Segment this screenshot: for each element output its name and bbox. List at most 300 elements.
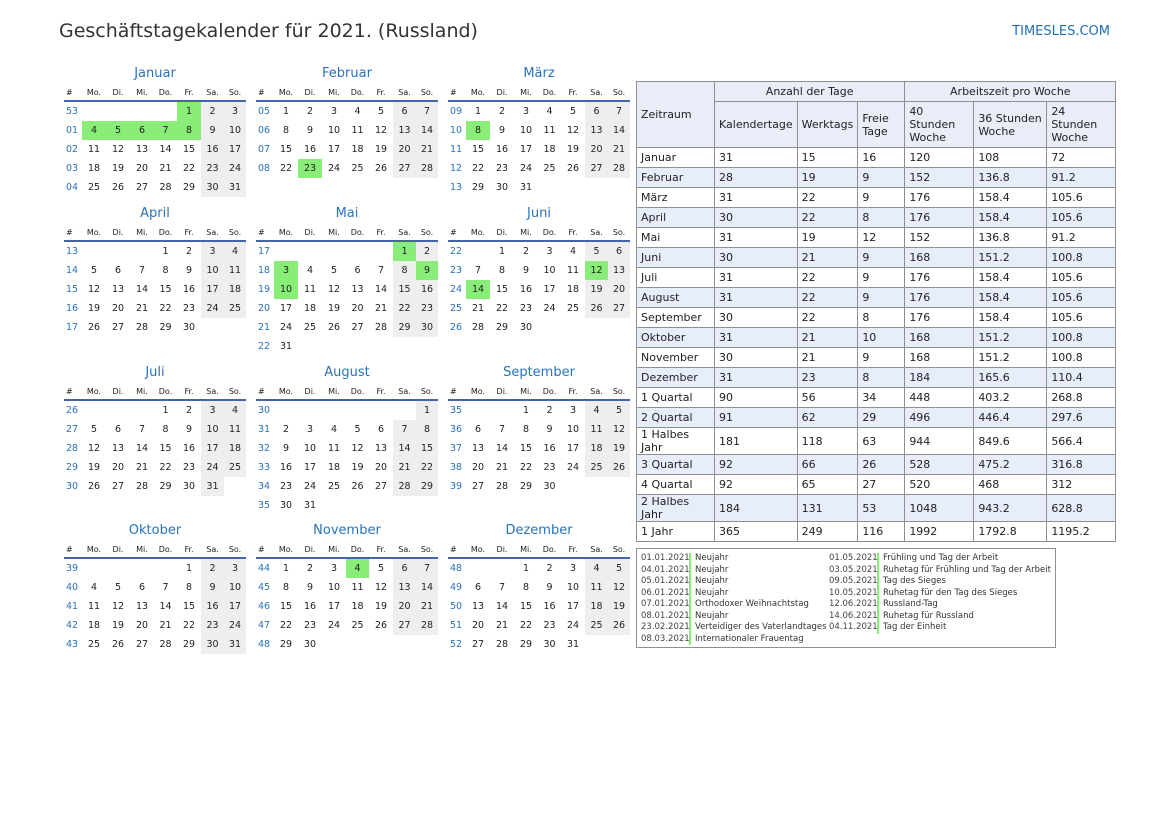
day-cell: 21 [495, 620, 509, 631]
value-cell: 28 [715, 168, 798, 188]
day-cell: 1 [162, 246, 169, 257]
value-cell: 27 [858, 475, 905, 495]
week-number: 32 [258, 443, 271, 454]
day-cell: 30 [182, 481, 196, 492]
weekday-label: Di. [112, 88, 124, 97]
weekday-label: Do. [542, 545, 557, 554]
value-cell: 21 [797, 248, 858, 268]
day-cell: 20 [111, 462, 125, 473]
empty-day-cell [490, 401, 514, 420]
day-cell: 19 [585, 280, 608, 299]
day-cell: 22 [416, 458, 438, 477]
weekday-label: Do. [350, 387, 365, 396]
holiday-name: Ruhetag für Frühling und Tag der Arbeit [883, 564, 1051, 575]
week-row [256, 578, 438, 597]
day-cell: 14 [608, 121, 630, 140]
value-cell: 249 [797, 522, 858, 542]
day-cell: 22 [393, 299, 416, 318]
day-cell: 24 [224, 616, 246, 635]
day-cell: 13 [135, 601, 149, 612]
day-cell: 28 [416, 616, 438, 635]
day-cell: 17 [224, 140, 246, 159]
day-cell: 7 [474, 265, 482, 276]
period-cell: Januar [637, 148, 715, 168]
day-cell: 21 [416, 597, 438, 616]
day-cell: 20 [393, 140, 416, 159]
day-cell: 27 [608, 299, 630, 318]
week-row [256, 318, 438, 337]
day-cell: 25 [351, 620, 364, 631]
day-cell: 21 [393, 458, 416, 477]
day-cell: 9 [185, 424, 193, 435]
day-cell: 29 [393, 318, 416, 337]
day-cell: 3 [569, 405, 577, 416]
day-cell: 20 [393, 597, 416, 616]
day-cell: 23 [543, 462, 556, 473]
weekday-label: # [258, 88, 265, 97]
month-grid [64, 86, 246, 197]
empty-day-cell [369, 242, 393, 261]
day-cell: 7 [138, 424, 146, 435]
day-cell: 8 [162, 424, 169, 435]
week-row [64, 261, 246, 280]
weekday-label: Sa. [398, 88, 411, 97]
empty-day-cell [561, 178, 585, 197]
value-cell: 72 [1047, 148, 1116, 168]
week-number: 30 [66, 481, 79, 492]
day-cell: 6 [608, 242, 630, 261]
week-number: 36 [450, 424, 463, 435]
day-cell: 17 [327, 601, 341, 612]
day-cell: 15 [393, 280, 416, 299]
empty-day-cell [369, 401, 393, 420]
summary-row [637, 208, 1116, 228]
day-cell: 28 [393, 477, 416, 496]
day-cell: 21 [374, 303, 388, 314]
day-cell: 31 [201, 477, 224, 496]
period-cell: 1 Halbes Jahr [637, 428, 715, 455]
day-cell: 11 [303, 284, 317, 295]
day-cell: 14 [159, 144, 172, 155]
value-cell: 446.4 [974, 408, 1047, 428]
value-cell: 22 [797, 208, 858, 228]
day-cell: 2 [306, 563, 314, 574]
empty-day-cell [393, 496, 416, 515]
empty-day-cell [416, 635, 438, 654]
empty-day-cell [346, 337, 369, 356]
day-cell: 16 [519, 284, 533, 295]
weekday-label: Do. [542, 387, 557, 396]
day-cell: 15 [182, 144, 196, 155]
day-cell: 16 [182, 443, 196, 454]
weekday-label: Do. [350, 545, 365, 554]
value-cell: 176 [905, 288, 974, 308]
day-cell: 6 [393, 102, 416, 121]
empty-day-cell [585, 318, 608, 337]
week-row [256, 280, 438, 299]
day-cell: 13 [351, 284, 364, 295]
day-cell: 29 [279, 639, 293, 650]
value-cell: 100.8 [1047, 328, 1116, 348]
column-header: Werktags [797, 102, 858, 148]
weekday-label: So. [420, 387, 434, 396]
day-cell: 21 [495, 462, 509, 473]
week-row [64, 401, 246, 420]
day-cell: 21 [135, 462, 149, 473]
week-number: 11 [450, 144, 463, 155]
holiday-date: 14.06.2021 [829, 610, 878, 621]
week-number: 35 [258, 500, 271, 511]
value-cell: 365 [715, 522, 798, 542]
day-cell: 20 [374, 462, 388, 473]
day-cell: 1 [162, 405, 169, 416]
weekday-label: # [258, 545, 265, 554]
weekday-label: Mo. [86, 387, 102, 396]
day-cell: 19 [87, 303, 101, 314]
day-cell: 20 [471, 462, 485, 473]
value-cell: 30 [715, 248, 798, 268]
day-cell: 12 [585, 261, 608, 280]
weekday-header-row [64, 543, 246, 559]
day-cell: 13 [111, 284, 125, 295]
day-cell: 5 [114, 582, 122, 593]
day-cell: 7 [377, 265, 385, 276]
day-cell: 28 [135, 322, 149, 333]
day-cell: 2 [282, 424, 290, 435]
empty-day-cell [608, 477, 630, 496]
day-cell: 18 [87, 163, 101, 174]
day-cell: 1 [498, 246, 506, 257]
empty-day-cell [130, 401, 154, 420]
day-cell: 12 [374, 125, 388, 136]
period-cell: 4 Quartal [637, 475, 715, 495]
week-row [448, 318, 630, 337]
week-row [448, 477, 630, 496]
day-cell: 9 [306, 125, 314, 136]
day-cell: 16 [416, 280, 438, 299]
day-cell: 26 [374, 620, 388, 631]
value-cell: 316.8 [1047, 455, 1116, 475]
day-cell: 5 [354, 424, 361, 435]
day-cell: 30 [543, 639, 556, 650]
day-cell: 22 [279, 620, 293, 631]
empty-day-cell [298, 401, 322, 420]
value-cell: 30 [715, 348, 798, 368]
day-cell: 19 [608, 597, 630, 616]
weekday-header-row [448, 226, 630, 242]
value-cell: 31 [715, 148, 798, 168]
weekday-header-row [448, 543, 630, 559]
weekday-label: Mo. [86, 545, 102, 554]
day-cell: 21 [159, 163, 172, 174]
empty-day-cell [154, 102, 177, 121]
empty-day-cell [416, 496, 438, 515]
day-cell: 3 [330, 106, 338, 117]
summary-row [637, 148, 1116, 168]
empty-day-cell [466, 401, 490, 420]
weekday-label: Di. [112, 228, 124, 237]
day-cell: 3 [201, 401, 224, 420]
week-number: 51 [450, 620, 463, 631]
day-cell: 19 [111, 163, 125, 174]
summary-row [637, 348, 1116, 368]
holiday-entry [639, 634, 827, 646]
period-cell: 3 Quartal [637, 455, 715, 475]
week-number: 28 [66, 443, 79, 454]
value-cell: 65 [797, 475, 858, 495]
value-cell: 19 [797, 228, 858, 248]
day-cell: 8 [522, 582, 530, 593]
holiday-date: 10.05.2021 [829, 587, 878, 598]
period-cell: Mai [637, 228, 715, 248]
value-cell: 22 [797, 188, 858, 208]
weekday-label: Di. [112, 387, 124, 396]
day-cell: 6 [114, 265, 122, 276]
day-cell: 3 [546, 246, 553, 257]
weekday-label: So. [420, 545, 434, 554]
week-number: 19 [258, 284, 271, 295]
value-cell: 849.6 [974, 428, 1047, 455]
value-cell: 91.2 [1047, 168, 1116, 188]
day-cell: 5 [106, 121, 130, 140]
week-row [256, 458, 438, 477]
empty-day-cell [106, 559, 130, 578]
day-cell: 21 [416, 140, 438, 159]
day-cell: 17 [543, 284, 556, 295]
weekday-label: Di. [304, 545, 316, 554]
day-cell: 8 [393, 261, 416, 280]
weekday-label: Fr. [568, 228, 578, 237]
weekday-label: Mi. [520, 88, 532, 97]
week-row [256, 299, 438, 318]
value-cell: 152 [905, 168, 974, 188]
holiday-name: Neujahr [695, 564, 729, 575]
day-cell: 1 [177, 102, 201, 121]
day-cell: 25 [585, 616, 608, 635]
day-cell: 6 [393, 559, 416, 578]
day-cell: 29 [495, 322, 509, 333]
week-number: 43 [66, 639, 79, 650]
week-row [448, 178, 630, 197]
day-cell: 11 [351, 125, 364, 136]
day-cell: 28 [495, 481, 509, 492]
month-grid [256, 226, 438, 356]
summary-row [637, 248, 1116, 268]
weekday-label: Di. [304, 228, 316, 237]
day-cell: 23 [298, 159, 322, 178]
week-number: 33 [258, 462, 271, 473]
day-cell: 13 [608, 261, 630, 280]
value-cell: 91 [715, 408, 798, 428]
day-cell: 11 [351, 582, 364, 593]
day-cell: 29 [519, 481, 533, 492]
day-cell: 25 [303, 322, 317, 333]
value-cell: 118 [797, 428, 858, 455]
holiday-date: 05.01.2021 [641, 576, 690, 586]
week-number: 38 [450, 462, 463, 473]
value-cell: 92 [715, 455, 798, 475]
day-cell: 4 [224, 401, 246, 420]
day-cell: 23 [182, 303, 196, 314]
day-cell: 24 [201, 299, 224, 318]
day-cell: 5 [90, 424, 98, 435]
day-cell: 26 [111, 639, 125, 650]
weekday-label: Sa. [398, 387, 411, 396]
day-cell: 11 [87, 601, 101, 612]
day-cell: 3 [569, 563, 577, 574]
week-number: 45 [258, 582, 271, 593]
value-cell: 268.8 [1047, 388, 1116, 408]
day-cell: 10 [201, 420, 224, 439]
day-cell: 26 [87, 322, 101, 333]
day-cell: 16 [303, 144, 317, 155]
day-cell: 28 [135, 481, 149, 492]
value-cell: 66 [797, 455, 858, 475]
day-cell: 12 [327, 284, 341, 295]
summary-row [637, 428, 1116, 455]
value-cell: 30 [715, 208, 798, 228]
day-cell: 7 [393, 420, 416, 439]
holiday-list [636, 548, 1056, 648]
day-cell: 26 [566, 163, 580, 174]
week-number: 29 [66, 462, 79, 473]
day-cell: 15 [279, 144, 293, 155]
value-cell: 9 [858, 188, 905, 208]
value-cell: 29 [858, 408, 905, 428]
value-cell: 158.4 [974, 288, 1047, 308]
day-cell: 19 [351, 462, 364, 473]
value-cell: 312 [1047, 475, 1116, 495]
week-row [64, 578, 246, 597]
empty-day-cell [154, 559, 177, 578]
holiday-name: Neujahr [695, 587, 729, 598]
value-cell: 158.4 [974, 308, 1047, 328]
holiday-date: 04.01.2021 [641, 564, 690, 575]
value-cell: 176 [905, 208, 974, 228]
empty-day-cell [224, 318, 246, 337]
weekday-label: Fr. [376, 228, 386, 237]
day-cell: 10 [519, 125, 533, 136]
value-cell: 53 [858, 495, 905, 522]
day-cell: 23 [519, 303, 533, 314]
day-cell: 12 [111, 144, 125, 155]
site-link[interactable]: TIMESLES.COM [1012, 24, 1110, 39]
value-cell: 26 [858, 455, 905, 475]
weekday-label: Sa. [398, 228, 411, 237]
month-grid [448, 226, 630, 337]
value-cell: 8 [858, 368, 905, 388]
day-cell: 9 [306, 582, 314, 593]
value-cell: 23 [797, 368, 858, 388]
weekday-label: Fr. [184, 228, 194, 237]
week-number: 22 [258, 341, 271, 352]
day-cell: 7 [138, 265, 146, 276]
day-cell: 31 [519, 182, 533, 193]
summary-row [637, 188, 1116, 208]
day-cell: 31 [566, 639, 580, 650]
value-cell: 110.4 [1047, 368, 1116, 388]
period-cell: 1 Quartal [637, 388, 715, 408]
period-cell: 1 Jahr [637, 522, 715, 542]
day-cell: 18 [351, 144, 364, 155]
empty-day-cell [393, 401, 416, 420]
month-title: Dezember [505, 523, 573, 538]
day-cell: 4 [585, 559, 608, 578]
weekday-header-row [256, 543, 438, 559]
value-cell: 22 [797, 308, 858, 328]
day-cell: 5 [585, 242, 608, 261]
day-cell: 26 [585, 299, 608, 318]
weekday-label: Sa. [590, 228, 603, 237]
day-cell: 8 [185, 582, 193, 593]
day-cell: 24 [201, 458, 224, 477]
weekday-label: So. [420, 228, 434, 237]
weekday-label: Di. [496, 88, 508, 97]
day-cell: 18 [566, 284, 580, 295]
day-cell: 24 [566, 620, 580, 631]
weekday-label: Mi. [328, 387, 340, 396]
value-cell: 22 [797, 288, 858, 308]
weekday-label: Do. [350, 228, 365, 237]
day-cell: 16 [201, 140, 224, 159]
day-cell: 16 [543, 443, 556, 454]
day-cell: 16 [201, 597, 224, 616]
day-cell: 24 [543, 303, 556, 314]
day-cell: 18 [351, 601, 364, 612]
day-cell: 13 [393, 121, 416, 140]
day-cell: 18 [543, 144, 556, 155]
holiday-name: Internationaler Frauentag [695, 633, 804, 644]
day-cell: 1 [522, 405, 530, 416]
week-row [64, 140, 246, 159]
day-cell: 5 [377, 563, 385, 574]
week-row [64, 616, 246, 635]
week-row [256, 496, 438, 515]
week-number: 08 [258, 163, 271, 174]
day-cell: 27 [135, 639, 149, 650]
day-cell: 27 [374, 481, 388, 492]
weekday-label: Mo. [278, 387, 294, 396]
day-cell: 26 [111, 182, 125, 193]
month-grid [256, 385, 438, 515]
week-number: 52 [450, 639, 463, 650]
day-cell: 29 [416, 477, 438, 496]
day-cell: 22 [159, 462, 172, 473]
day-cell: 14 [495, 443, 509, 454]
summary-row [637, 268, 1116, 288]
day-cell: 27 [393, 159, 416, 178]
day-cell: 3 [274, 261, 298, 280]
value-cell: 158.4 [974, 208, 1047, 228]
week-number: 53 [66, 106, 79, 117]
day-cell: 10 [327, 125, 341, 136]
empty-day-cell [538, 178, 561, 197]
week-row [256, 140, 438, 159]
day-cell: 20 [471, 620, 485, 631]
day-cell: 8 [282, 582, 290, 593]
weekday-label: # [66, 545, 73, 554]
value-cell: 31 [715, 268, 798, 288]
holiday-entry [639, 611, 827, 623]
day-cell: 19 [111, 620, 125, 631]
weekday-label: So. [228, 545, 242, 554]
day-cell: 7 [162, 582, 169, 593]
day-cell: 26 [608, 458, 630, 477]
value-cell: 168 [905, 328, 974, 348]
day-cell: 30 [201, 178, 224, 197]
day-cell: 15 [519, 601, 533, 612]
weekday-header-row [64, 226, 246, 242]
